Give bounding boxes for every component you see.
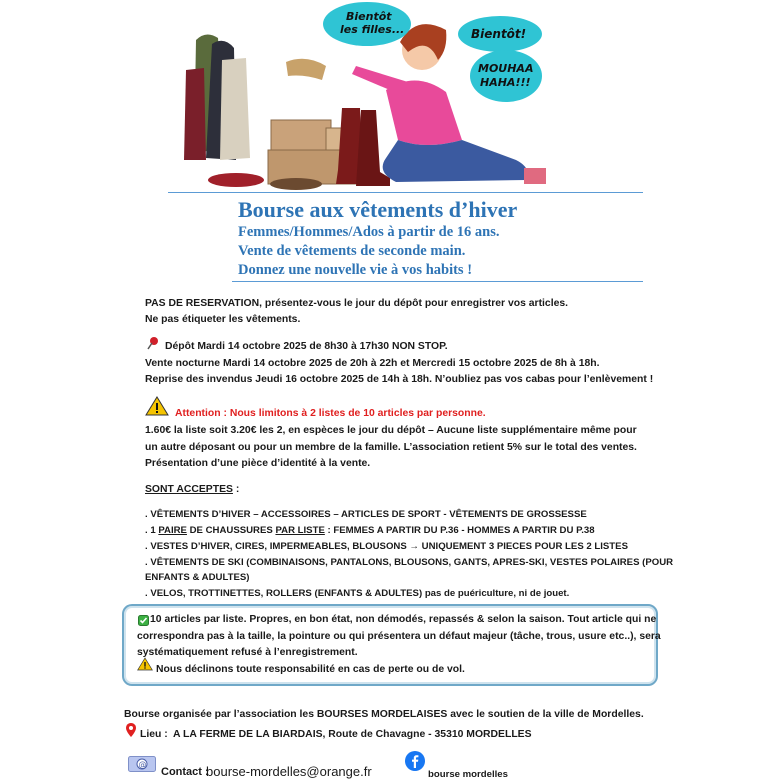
warning-icon	[145, 396, 169, 416]
organizer-line: Bourse organisée par l’association les BOURSES MORDELAISES avec le soutien de la ville de Mordelles.	[124, 709, 644, 720]
intro-line-2: Ne pas étiqueter les vêtements.	[145, 314, 301, 325]
arrow-right-icon: →	[409, 541, 419, 552]
vente-dates: Vente nocturne Mardi 14 octobre 2025 de 20h à 22h et Mercredi 15 octobre 2025 de 8h à 18h.	[145, 358, 600, 369]
svg-text:les filles...: les filles...	[340, 23, 405, 36]
header-rule-bottom	[232, 281, 643, 282]
accepted-heading: SONT ACCEPTES :	[145, 484, 240, 495]
lieu-label: Lieu :	[140, 729, 168, 740]
accepted-item-5: . VELOS, TROTTINETTES, ROLLERS (ENFANTS & ADULTES) pas de puériculture, ni de jouet.	[145, 588, 570, 599]
subtitle-line-2: Vente de vêtements de seconde main.	[238, 243, 466, 259]
subtitle-line-1: Femmes/Hommes/Ados à partir de 16 ans.	[238, 224, 500, 240]
email-icon	[128, 756, 156, 772]
bubble-3-text: MOUHAA	[478, 62, 534, 75]
contact-label: Contact :	[161, 766, 209, 778]
checkbox-checked-icon	[138, 615, 149, 626]
facebook-icon[interactable]	[405, 751, 425, 771]
bubble-2-text: Bientôt!	[471, 27, 527, 41]
attention-line-1: 1.60€ la liste soit 3.20€ les 2, en espèces le jour du dépôt – Aucune liste supplémentaire même pour	[145, 425, 637, 436]
accepted-item-2: . 1 PAIRE DE CHAUSSURES PAR LISTE : FEMMES A PARTIR DU P.36 - HOMMES A PARTIR DU P.38	[145, 525, 595, 536]
contact-email[interactable]: bourse-mordelles@orange.fr	[206, 764, 372, 779]
warning-icon-small	[137, 657, 153, 671]
conditions-line-3: systématiquement refusé à l’enregistrement.	[137, 647, 358, 658]
location-pin-icon	[126, 723, 136, 737]
header-illustration	[176, 0, 562, 192]
attention-line-3: Présentation d’une pièce d’identité à la vente.	[145, 458, 371, 469]
conditions-line-2: correspondra pas à la taille, la pointure ou qui présentera un défaut majeur (tâche, trous, usure etc..), sera	[137, 631, 661, 642]
page-title: Bourse aux vêtements d’hiver	[238, 197, 518, 222]
facebook-label: bourse mordelles	[428, 769, 508, 780]
accepted-item-3: . VESTES D’HIVER, CIRES, IMPERMEABLES, BLOUSONS → UNIQUEMENT 3 PIECES POUR LES 2 LISTES	[145, 541, 628, 552]
depot-date: Dépôt Mardi 14 octobre 2025 de 8h30 à 17h30 NON STOP.	[165, 341, 448, 352]
lieu-value: A LA FERME DE LA BIARDAIS, Route de Chavagne - 35310 MORDELLES	[173, 729, 532, 740]
attention-line-2: un autre déposant ou pour un membre de la famille. L’association retient 5% sur le total des ventes.	[145, 442, 637, 453]
svg-text:@: @	[138, 760, 147, 769]
pushpin-icon	[146, 336, 160, 350]
disclaimer: Nous déclinons toute responsabilité en cas de perte ou de vol.	[156, 664, 465, 675]
intro-line-1: PAS DE RESERVATION, présentez-vous le jour du dépôt pour enregistrer vos articles.	[145, 298, 569, 309]
svg-text:HAHA!!!: HAHA!!!	[480, 76, 531, 89]
accepted-item-4b: ENFANTS & ADULTES)	[145, 572, 250, 583]
subtitle-line-3: Donnez une nouvelle vie à vos habits !	[238, 262, 473, 278]
bubble-1-text: Bientôt	[346, 10, 392, 23]
accepted-item-1: . VÊTEMENTS D’HIVER – ACCESSOIRES – ARTICLES DE SPORT - VÊTEMENTS DE GROSSESSE	[145, 509, 587, 520]
reprise-date: Reprise des invendus Jeudi 16 octobre 2025 de 14h à 18h. N’oubliez pas vos cabas pour l’enlèvement !	[145, 374, 654, 385]
header-rule-top	[168, 192, 643, 193]
attention-warning: Attention : Nous limitons à 2 listes de 10 articles par personne.	[175, 408, 486, 419]
accepted-item-4a: . VÊTEMENTS DE SKI (COMBINAISONS, PANTALONS, BLOUSONS, GANTS, APRES-SKI, VESTES POLAIRES (POUR	[145, 557, 674, 568]
conditions-line-1: 10 articles par liste. Propres, en bon état, non démodés, repassés & selon la saison. Tout article qui ne	[150, 614, 657, 625]
